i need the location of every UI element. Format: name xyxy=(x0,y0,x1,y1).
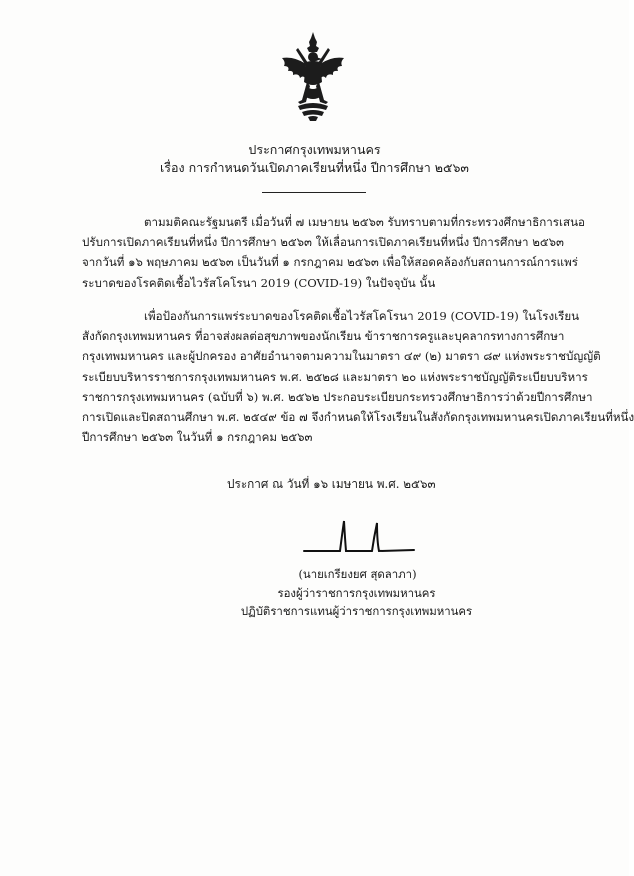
subject-title: เรื่อง การกำหนดวันเปิดภาคเรียนที่หนึ่ง ปีการศึกษา ๒๕๖๓ xyxy=(160,160,469,175)
handwritten-signature xyxy=(300,515,418,561)
paragraph-2 xyxy=(82,306,634,447)
announcement-date: ประกาศ ณ วันที่ ๑๖ เมษายน พ.ศ. ๒๕๖๓ xyxy=(227,477,436,491)
paragraph-line: กรุงเทพมหานคร และผู้ปกครอง อาศัยอำนาจตามความในมาตรา ๔๙ (๒) มาตรา ๘๙ แห่งพระราชบัญญัติ xyxy=(82,349,601,364)
title-divider xyxy=(262,192,366,193)
paragraph-line: สังกัดกรุงเทพมหานคร ที่อาจส่งผลต่อสุขภาพของนักเรียน ข้าราชการครูและบุคลากรทางการศึกษา xyxy=(82,329,565,344)
signatory-name: (นายเกรียงยศ สุดลาภา) xyxy=(298,567,417,581)
paragraph-line: จากวันที่ ๑๖ พฤษภาคม ๒๕๖๓ เป็นวันที่ ๑ กรกฎาคม ๒๕๖๓ เพื่อให้สอดคล้องกับสถานการณ์การแพร่ xyxy=(82,255,578,270)
paragraph-line: ราชการกรุงเทพมหานคร (ฉบับที่ ๖) พ.ศ. ๒๕๖๒ ประกอบระเบียบกระทรวงศึกษาธิการว่าด้วยปีการศึกษา xyxy=(82,389,593,404)
signatory-acting-position: ปฏิบัติราชการแทนผู้ว่าราชการกรุงเทพมหานคร xyxy=(240,604,473,618)
paragraph-line: ระเบียบบริหารราชการกรุงเทพมหานคร พ.ศ. ๒๕๒๘ และมาตรา ๒๐ แห่งพระราชบัญญัติระเบียบบริหาร xyxy=(82,369,588,384)
issuer-title: ประกาศกรุงเทพมหานคร xyxy=(248,142,381,157)
signatory-position: รองผู้ว่าราชการกรุงเทพมหานคร xyxy=(277,585,436,600)
paragraph-line: ระบาดของโรคติดเชื้อไวรัสโคโรนา 2019 (COVID-19) ในปัจจุบัน นั้น xyxy=(82,275,436,290)
paragraph-line: ปรับการเปิดภาคเรียนที่หนึ่ง ปีการศึกษา ๒๕๖๓ ให้เลื่อนการเปิดภาคเรียนที่หนึ่ง ปีการศึกษา ๒๕๖๓ xyxy=(82,235,564,250)
paragraph-line: ตามมติคณะรัฐมนตรี เมื่อวันที่ ๗ เมษายน ๒๕๖๓ รับทราบตามที่กระทรวงศึกษาธิการเสนอ xyxy=(144,215,585,229)
paragraph-1 xyxy=(82,212,585,293)
paragraph-line: เพื่อป้องกันการแพร่ระบาดของโรคติดเชื้อไวรัสโคโรนา 2019 (COVID-19) ในโรงเรียน xyxy=(144,309,580,323)
paragraph-line: การเปิดและปิดสถานศึกษา พ.ศ. ๒๕๔๙ ข้อ ๗ จึงกำหนดให้โรงเรียนในสังกัดกรุงเทพมหานครเปิดภาคเรียนที่หนึ่ง xyxy=(82,409,634,424)
signatory-block xyxy=(0,565,629,621)
paragraph-line: ปีการศึกษา ๒๕๖๓ ในวันที่ ๑ กรกฎาคม ๒๕๖๓ xyxy=(82,430,313,445)
garuda-emblem-icon xyxy=(276,30,350,122)
